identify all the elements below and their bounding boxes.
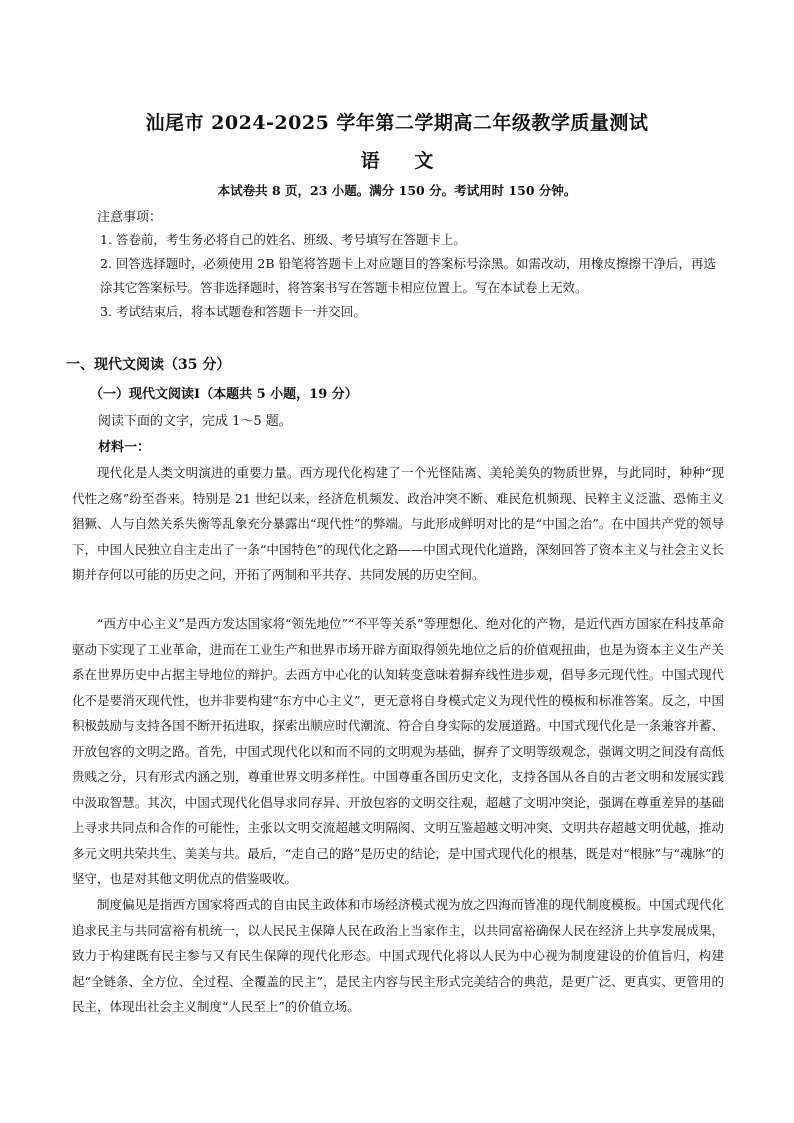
paragraph: “西方中心主义”是西方发达国家将“领先地位”“不平等关系”等理想化、绝对化的产物，是近代西方国家在科技革命驱动下实现了工业革命，进而在工业生产和世界市场开辟方面取得领先地位之后的价值观扭曲，也是为资本主义生产关系在世界历史中占据主导地位的辩护。去西方中心化的认知转变意味着摒弃线性进步观，倡导多元现代性。中国式现代化不是要消灭现代性，也并非要构建“东方中心主义”，更无意将自身模式定义为现代性的模板和标准答案。反之，中国积极鼓励与支持各国不断开拓进取，探索出顺应时代潮流、符合自身实际的发展道路。中国式现代化是一条兼容并蓄、开放包容的文明之路。首先，中国式现代化以和而不同的文明观为基础，摒弃了文明等级观念，强调文明之间没有高低贵贱之分，只有形式内涵之别，尊重世界文明多样性。中国尊重各国历史文化，支持各国从各自的古老文明和发展实践中汲取智慧。其次，中国式现代化倡导求同存异、开放包容的文明交往观，超越了文明冲突论，强调在尊重差异的基础上寻求共同点和合作的可能性，主张以文明交流超越文明隔阂、文明互鉴超越文明冲突、文明共存超越文明优越，推动多元文明共荣共生、美美与共。最后，“走自己的路”是历史的结论，是中国式现代化的根基，既是对“根脉”与“魂脉”的坚守，也是对其他文明优点的借鉴吸收。 xyxy=(72,616,724,886)
material-label: 材料一： xyxy=(98,440,151,455)
subject-char-2: 文 xyxy=(414,150,434,172)
exam-info: 本试卷共 8 页，23 小题。满分 150 分。考试用时 150 分钟。 xyxy=(217,183,577,198)
note-item: 1. 答卷前，考生务必将自己的姓名、班级、考号填写在答题卡上。 xyxy=(100,232,466,247)
notes-title: 注意事项： xyxy=(97,210,163,225)
section-heading: 一、现代文阅读（35 分） xyxy=(66,357,231,373)
paragraph: 制度偏见是指西方国家将西式的自由民主政体和市场经济模式视为放之四海而皆准的现代制度模板。中国式现代化追求民主与共同富裕有机统一，以人民民主保障人民在政治上当家作主，以共同富裕确保人民在经济上共享发展成果，致力于构建既有民主参与又有民生保障的现代化形态。中国式现代化将以人民为中心视为制度建设的价值旨归，构建起“全链条、全方位、全过程、全覆盖的民主”，是民主内容与民主形式完美结合的典范，是更广泛、更真实、更管用的民主，体现出社会主义制度“人民至上”的价值立场。 xyxy=(72,897,724,1014)
note-item: 3. 考试结束后，将本试题卷和答题卡一并交回。 xyxy=(100,304,366,319)
subject-heading xyxy=(0,146,794,173)
subject-char-1: 语 xyxy=(360,150,380,172)
reading-instruction: 阅读下面的文字，完成 1～5 题。 xyxy=(98,414,292,429)
note-item: 2. 回答选择题时，必须使用 2B 铅笔将答题卡上对应题目的答案标号涂黑。如需改动，用橡皮擦擦干净后，再选涂其它答案标号。答非选择题时，将答案书写在答题卡相应位置上。写在本试卷上无效。 xyxy=(100,256,716,295)
paragraph: 现代化是人类文明演进的重要力量。西方现代化构建了一个光怪陆离、美轮美奂的物质世界，与此同时，种种“现代性之殇”纷至沓来。特别是 21 世纪以来，经济危机频发、政治冲突不断、难民危机频现、民粹主义泛滥、恐怖主义猖獗、人与自然关系失衡等乱象充分暴露出“现代性”的弊端。与此形成鲜明对比的是“中国之治”。在中国共产党的领导下，中国人民独立自主走出了一条“中国特色”的现代化之路——中国式现代化道路，深刻回答了资本主义与社会主义长期并存何以可能的历史之问，开拓了两制和平共存、共同发展的历史空间。 xyxy=(72,465,724,582)
subsection-heading: （一）现代文阅读Ⅰ（本题共 5 小题，19 分） xyxy=(90,387,358,402)
exam-title: 汕尾市 2024-2025 学年第二学期高二年级教学质量测试 xyxy=(145,112,649,134)
